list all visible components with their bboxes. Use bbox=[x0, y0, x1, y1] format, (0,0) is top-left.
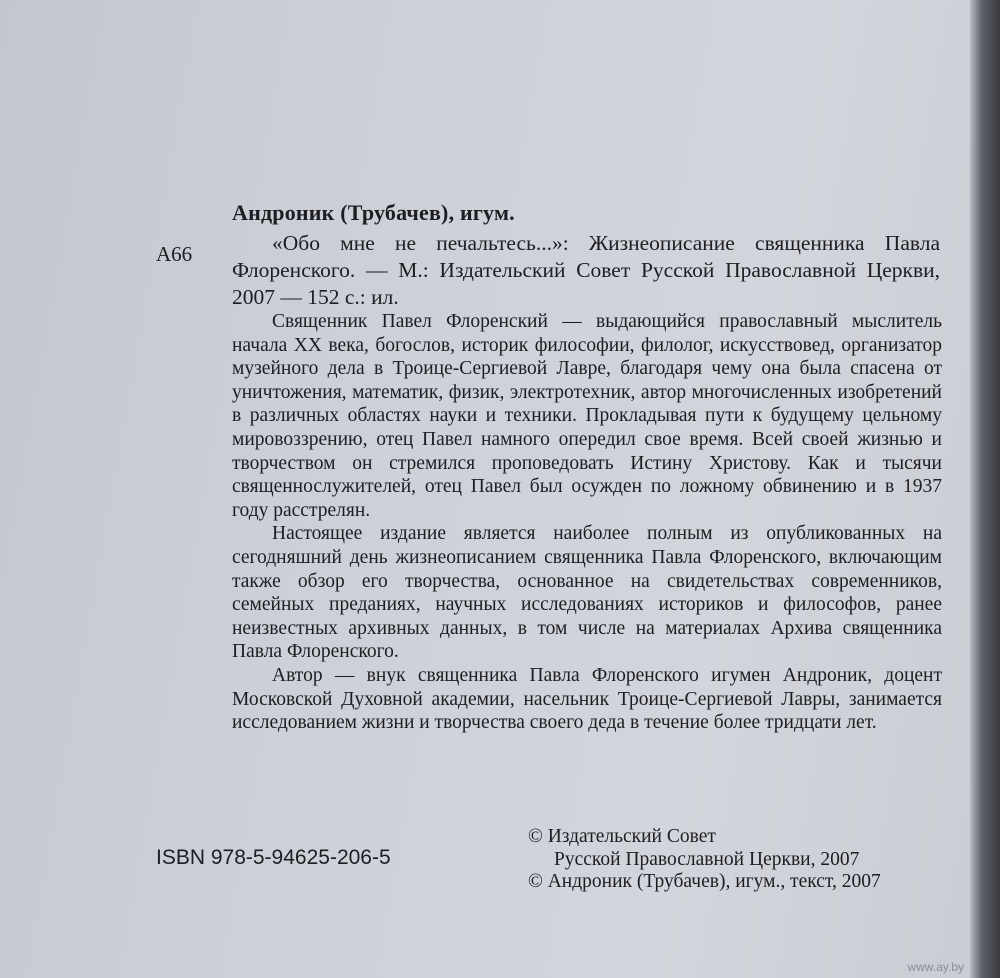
catalog-code: А66 bbox=[156, 242, 193, 266]
isbn: ISBN 978-5-94625-206-5 bbox=[156, 846, 391, 869]
copyright-line: Русской Православной Церкви, 2007 bbox=[554, 848, 860, 870]
bibliographic-entry bbox=[232, 230, 940, 311]
watermark: www.ay.by bbox=[907, 960, 964, 974]
abstract-paragraph: Настоящее издание является наиболее полным из опубликованных на сегодняшний день жизнеописанием священника Павла Флоренского, включающим также обзор его творчества, основанное на свидетельствах современников, семейных преданиях, научных исследованиях историков и философов, ранее неизвестных архивных данных, в том числе на материалах Архива священника Павла Флоренского. bbox=[232, 523, 942, 663]
abstract-paragraph: Священник Павел Флоренский — выдающийся православный мыслитель начала XX века, богослов, историк философии, филолог, искусствовед, организатор музейного дела в Троице-Сергиевой Лавре, благодаря чему она была спасена от уничтожения, математик, физик, электротехник, автор многочисленных изобретений в различных областях науки и техники. Прокладывая пути к будущему цельному мировоззрению, отец Павел намного опередил свое время. Всей своей жизнью и творчеством он стремился проповедовать Истину Христову. Как и тысячи священнослужителей, отец Павел был осужден по ложному обвинению и в 1937 году расстрелян. bbox=[232, 311, 942, 521]
abstract-paragraph: Автор — внук священника Павла Флоренского игумен Андроник, доцент Московской Духовной академии, насельник Троице-Сергиевой Лавры, занимается исследованием жизни и творчества своего деда в течение более тридцати лет. bbox=[232, 664, 942, 734]
author-heading: Андроник (Трубачев), игум. bbox=[232, 200, 515, 225]
copyright-block bbox=[528, 826, 881, 894]
bibliographic-text: «Обо мне не печальтесь...»: Жизнеописание священника Павла Флоренского. — М.: Издательский Совет Русской Православной Церкви, 2007 — 152 с.: ил. bbox=[232, 231, 940, 309]
page-edge-shadow bbox=[970, 0, 1000, 978]
copyright-line: © Андроник (Трубачев), игум., текст, 2007 bbox=[528, 871, 881, 892]
copyright-line: © Издательский Совет bbox=[528, 826, 716, 847]
abstract bbox=[232, 310, 942, 735]
